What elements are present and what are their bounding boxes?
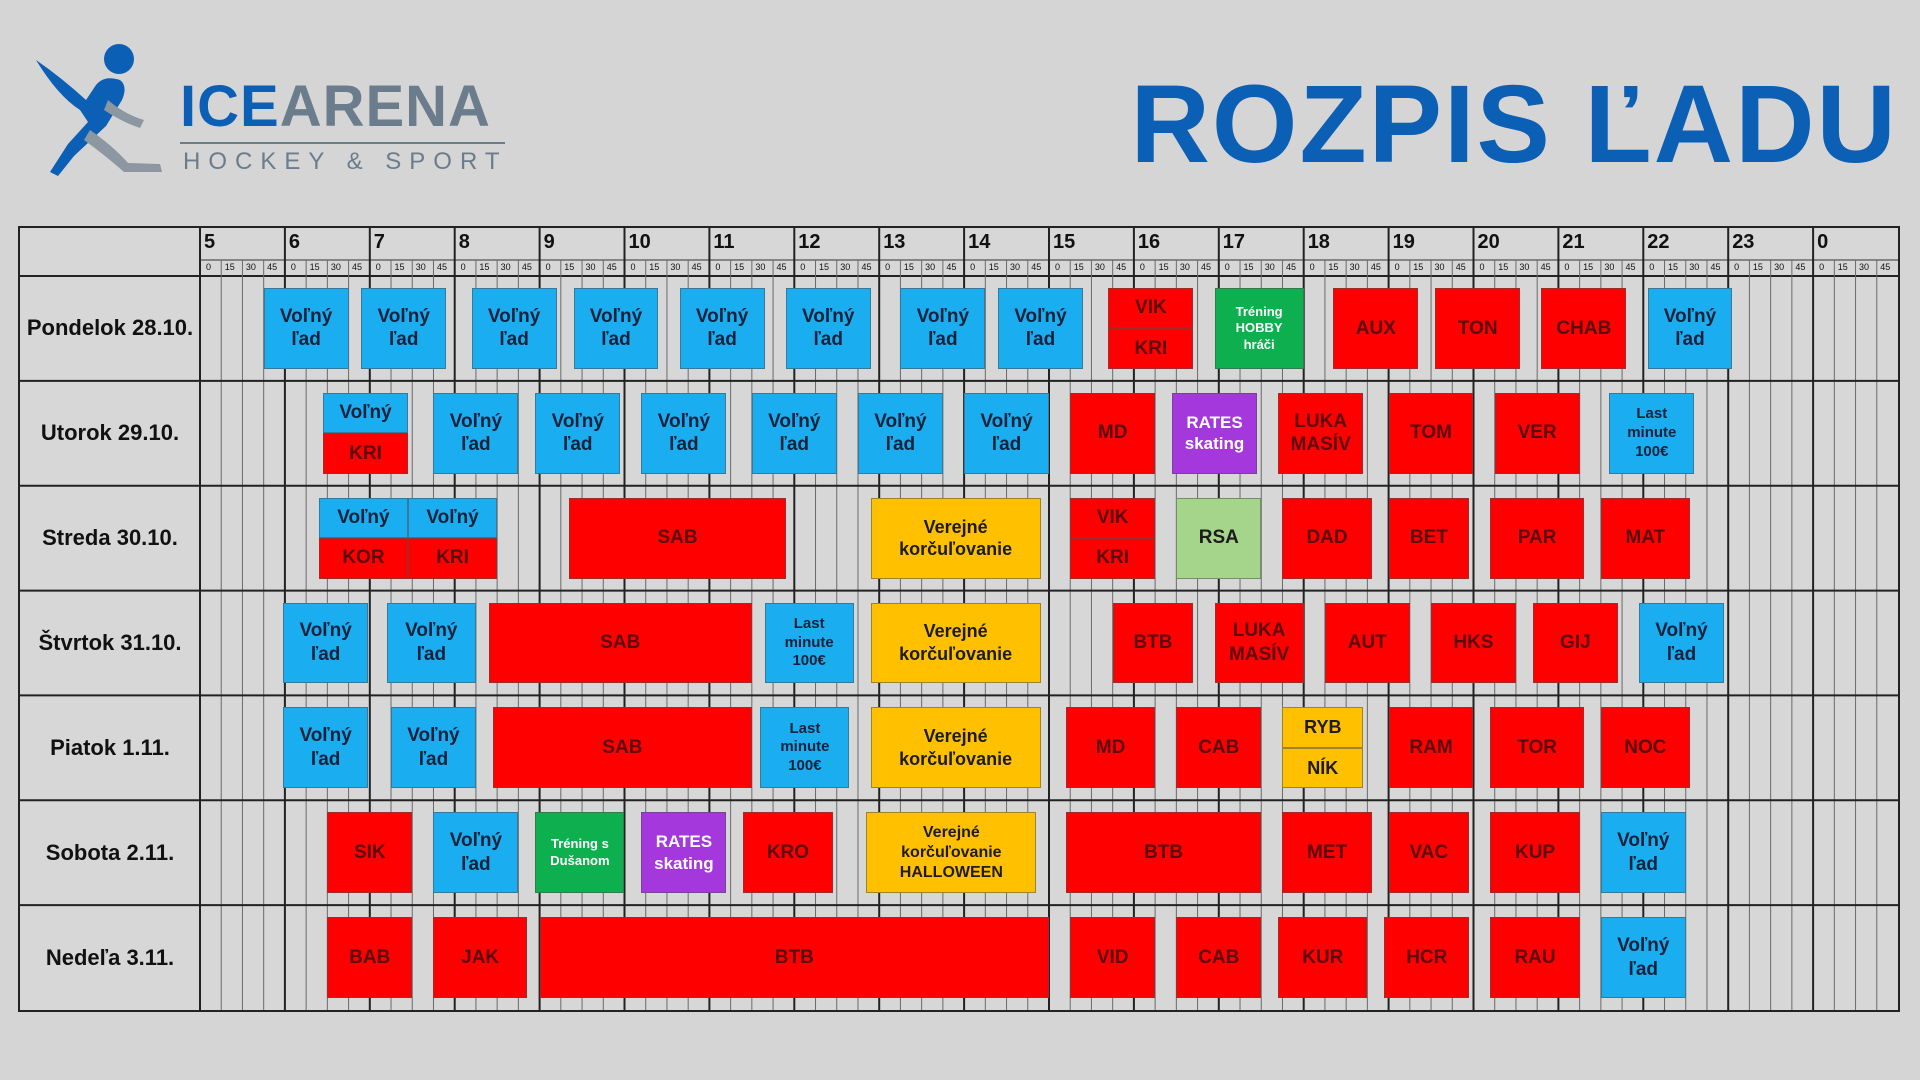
minute-label: 30 [1179,262,1190,272]
hour-label: 0 [1817,231,1829,253]
booking-block: LUKA MASÍV [1278,393,1363,474]
booking-block: AUX [1333,288,1418,369]
minute-label: 45 [776,262,787,272]
minute-label: 0 [1054,262,1060,272]
booking-block: Last minute 100€ [765,603,854,684]
booking-block: KRI [408,538,497,578]
day-label: Nedeľa 3.11. [45,944,175,970]
booking-block: Voľný ľad [361,288,446,369]
booking-block: Voľný ľad [900,288,985,369]
hour-label: 7 [373,231,385,253]
minute-label: 30 [1859,262,1870,272]
booking-block: RAU [1490,917,1579,998]
day-label: Pondelok 28.10. [26,315,194,341]
booking-block: Voľný [323,393,408,433]
hour-label: 13 [883,231,906,253]
booking-block: VID [1070,917,1155,998]
booking-block: MET [1282,812,1371,893]
booking-block: TOR [1490,707,1583,788]
minute-label: 0 [1309,262,1315,272]
hour-label: 19 [1392,231,1415,253]
booking-block: HKS [1431,603,1516,684]
minute-label: 15 [734,262,745,272]
hour-label: 17 [1222,231,1246,253]
logo-arena-text: ARENA [279,74,491,139]
minute-label: 45 [691,262,702,272]
booking-block: Voľný ľad [283,603,368,684]
booking-block: VIK [1108,288,1193,328]
minute-label: 15 [988,262,999,272]
booking-block: VAC [1389,812,1470,893]
booking-block: RATES skating [641,812,726,893]
minute-label: 30 [585,262,596,272]
minute-label: 15 [1243,262,1254,272]
booking-block: KRI [1108,328,1193,368]
minute-label: 45 [1710,262,1721,272]
minute-label: 15 [1158,262,1169,272]
booking-block: BET [1389,498,1470,579]
minute-label: 0 [1564,262,1570,272]
minute-label: 45 [1795,262,1806,272]
minute-label: 15 [1583,262,1594,272]
day-label: Utorok 29.10. [40,420,180,446]
minute-label: 0 [800,262,806,272]
logo-divider [180,142,505,144]
minute-label: 0 [885,262,891,272]
minute-label: 45 [1540,262,1551,272]
hour-label: 21 [1562,231,1585,253]
booking-block: Voľný ľad [1601,812,1686,893]
booking-block: RYB [1282,707,1363,747]
booking-block: Verejné korčuľovanie HALLOWEEN [866,812,1036,893]
booking-block: Voľný ľad [680,288,765,369]
minute-label: 30 [1774,262,1785,272]
booking-block: RSA [1176,498,1261,579]
hour-label: 14 [968,231,991,253]
minute-label: 45 [1455,262,1466,272]
minute-label: 0 [1734,262,1740,272]
booking-block: BTB [540,917,1049,998]
minute-label: 0 [205,262,211,272]
hour-label: 23 [1732,231,1755,253]
booking-block: Voľný ľad [535,393,620,474]
booking-block: Verejné korčuľovanie [871,603,1041,684]
minute-label: 30 [1264,262,1275,272]
minute-label: 0 [1139,262,1145,272]
minute-label: 15 [1413,262,1424,272]
booking-block: Voľný ľad [964,393,1049,474]
minute-label: 15 [1837,262,1848,272]
day-label: Piatok 1.11. [50,734,170,760]
minute-label: 15 [1752,262,1763,272]
booking-block: SAB [493,707,752,788]
minute-label: 45 [861,262,872,272]
minute-label: 30 [1434,262,1445,272]
booking-block: KRI [1070,538,1155,578]
day-label: Sobota 2.11. [45,839,175,865]
booking-block: CHAB [1541,288,1626,369]
booking-block: Voľný ľad [641,393,726,474]
minute-label: 45 [436,262,447,272]
minute-label: 30 [925,262,936,272]
minute-label: 15 [394,262,405,272]
minute-label: 30 [1349,262,1360,272]
hour-label: 9 [543,231,555,253]
booking-block: KRO [743,812,832,893]
booking-block: SAB [569,498,785,579]
minute-label: 30 [500,262,511,272]
minute-label: 0 [1394,262,1400,272]
minute-label: 45 [1116,262,1127,272]
booking-block: Voľný ľad [574,288,659,369]
minute-label: 0 [460,262,466,272]
booking-block: MD [1070,393,1155,474]
minute-label: 15 [1328,262,1339,272]
minute-label: 30 [1010,262,1021,272]
hour-label: 22 [1647,231,1670,253]
minute-label: 45 [1031,262,1042,272]
minute-label: 0 [970,262,976,272]
booking-block: Voľný [408,498,497,538]
minute-label: 15 [479,262,490,272]
booking-block: KUR [1278,917,1367,998]
hockey-player-icon [28,38,178,188]
booking-block: Voľný ľad [391,707,476,788]
minute-label: 15 [1668,262,1679,272]
booking-block: BTB [1066,812,1261,893]
minute-label: 45 [267,262,278,272]
minute-label: 30 [1094,262,1105,272]
minute-label: 45 [1625,262,1636,272]
minute-label: 45 [1201,262,1212,272]
booking-block: Voľný ľad [858,393,943,474]
booking-block: LUKA MASÍV [1215,603,1304,684]
day-label: Streda 30.10. [42,525,178,551]
booking-block: Voľný ľad [283,707,368,788]
hour-label: 18 [1307,231,1330,253]
booking-block: Voľný ľad [1639,603,1724,684]
hour-label: 11 [713,231,735,253]
booking-block: Voľný ľad [264,288,349,369]
booking-block: VIK [1070,498,1155,538]
booking-block: Verejné korčuľovanie [871,707,1041,788]
booking-block: AUT [1325,603,1410,684]
minute-label: 45 [521,262,532,272]
minute-label: 15 [309,262,320,272]
booking-block: Voľný ľad [387,603,476,684]
minute-label: 0 [1819,262,1825,272]
minute-label: 0 [1224,262,1230,272]
booking-block: GIJ [1533,603,1618,684]
booking-block: SAB [489,603,752,684]
hour-label: 5 [204,231,216,253]
booking-block: Voľný ľad [433,393,518,474]
booking-block: Voľný ľad [1601,917,1686,998]
minute-label: 30 [415,262,426,272]
booking-block: KOR [319,538,408,578]
booking-block: CAB [1176,917,1261,998]
minute-label: 30 [755,262,766,272]
booking-block: Voľný [319,498,408,538]
booking-block: Tréning s Dušanom [535,812,624,893]
minute-label: 30 [245,262,256,272]
minute-label: 15 [224,262,235,272]
minute-label: 30 [330,262,341,272]
minute-label: 15 [1073,262,1084,272]
minute-label: 30 [840,262,851,272]
booking-block: TON [1435,288,1520,369]
ice-schedule-grid [18,226,1900,1012]
minute-label: 0 [375,262,381,272]
minute-label: 15 [564,262,575,272]
minute-label: 45 [606,262,617,272]
header [0,0,1920,220]
booking-block: JAK [433,917,526,998]
booking-block: BAB [327,917,412,998]
booking-block: Voľný ľad [786,288,871,369]
minute-label: 45 [1285,262,1296,272]
logo-wordmark [180,74,491,139]
booking-block: Voľný ľad [433,812,518,893]
minute-label: 15 [819,262,830,272]
minute-label: 0 [630,262,636,272]
booking-block: NÍK [1282,748,1363,788]
booking-block: VER [1495,393,1580,474]
minute-label: 15 [649,262,660,272]
minute-label: 30 [1689,262,1700,272]
booking-block: KUP [1490,812,1579,893]
minute-label: 0 [715,262,721,272]
booking-block: SIK [327,812,412,893]
icearena-logo [28,38,508,188]
minute-label: 15 [1498,262,1509,272]
minute-label: 45 [1370,262,1381,272]
minute-label: 30 [1519,262,1530,272]
booking-block: MD [1066,707,1155,788]
booking-block: TOM [1389,393,1474,474]
minute-label: 0 [545,262,551,272]
logo-subtitle: HOCKEY & SPORT [183,148,508,175]
booking-block: RATES skating [1172,393,1257,474]
minute-label: 0 [1649,262,1655,272]
hour-label: 8 [458,231,470,253]
booking-block: Voľný ľad [472,288,557,369]
hour-label: 12 [798,231,821,253]
minute-label: 0 [290,262,296,272]
booking-block: Voľný ľad [752,393,837,474]
minute-label: 0 [1479,262,1485,272]
page-title: ROZPIS ĽADU [1130,63,1898,186]
hour-label: 20 [1477,231,1500,253]
minute-label: 30 [670,262,681,272]
minute-label: 30 [1604,262,1615,272]
hour-label: 15 [1053,231,1076,253]
booking-block: HCR [1384,917,1469,998]
booking-block: CAB [1176,707,1261,788]
booking-block: Tréning HOBBY hráči [1215,288,1304,369]
booking-block: Verejné korčuľovanie [871,498,1041,579]
booking-block: Voľný ľad [1648,288,1733,369]
booking-block: NOC [1601,707,1690,788]
booking-block: RAM [1389,707,1474,788]
hour-label: 16 [1137,231,1161,253]
booking-block: BTB [1113,603,1194,684]
booking-block: Voľný ľad [998,288,1083,369]
booking-block: MAT [1601,498,1690,579]
hour-label: 6 [288,231,301,253]
minute-label: 45 [1880,262,1891,272]
minute-label: 15 [903,262,914,272]
booking-block: PAR [1490,498,1583,579]
hour-label: 10 [628,231,651,253]
booking-block: KRI [323,433,408,473]
booking-block: Last minute 100€ [1609,393,1694,474]
day-label: Štvrtok 31.10. [38,629,182,655]
booking-block: Last minute 100€ [760,707,849,788]
minute-label: 45 [946,262,957,272]
minute-label: 45 [352,262,363,272]
booking-block: DAD [1282,498,1371,579]
logo-ice-text: ICE [180,74,280,139]
